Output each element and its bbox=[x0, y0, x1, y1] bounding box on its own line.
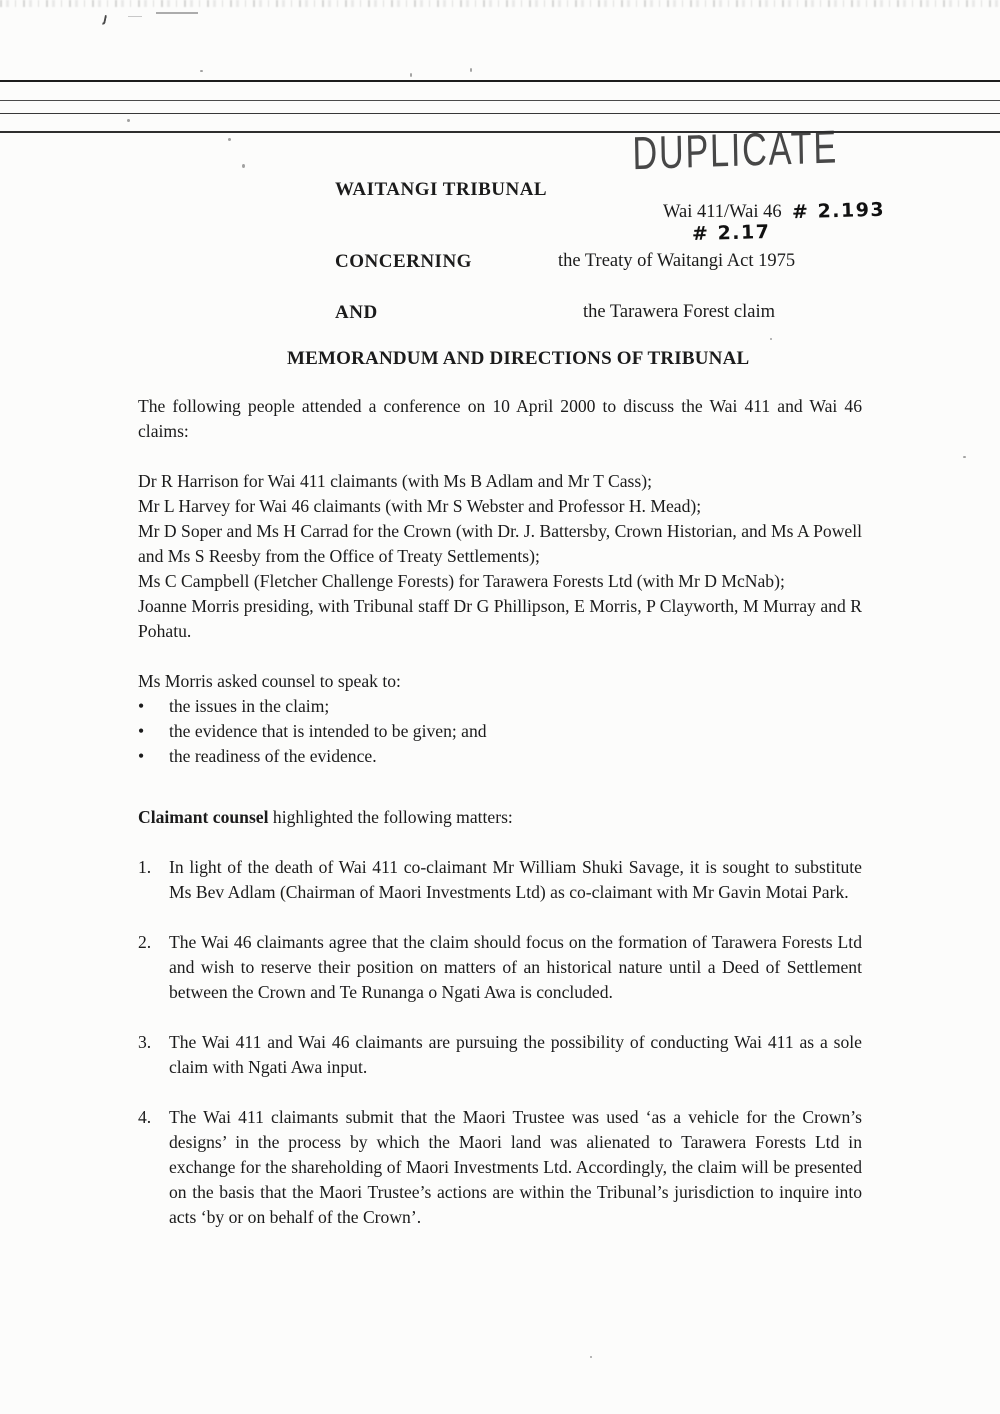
horizontal-rule bbox=[0, 80, 1000, 82]
scan-speck bbox=[127, 119, 130, 122]
document-body bbox=[138, 394, 862, 1230]
handwritten-record-number-2-row bbox=[692, 222, 770, 245]
attendee-line: Ms C Campbell (Fletcher Challenge Forests) for Tarawera Forests Ltd (with Mr D McNab); bbox=[138, 571, 785, 591]
item-number: 2. bbox=[138, 932, 152, 952]
handwritten-record-number: # 2.193 bbox=[791, 198, 886, 224]
item-text: The Wai 411 claimants submit that the Maori Trustee was used ‘as a vehicle for the Crown’s designs’ in the process by which the Maori land was alienated to Tarawera Forests Ltd in exchange for the shareholding of Maori Investments Ltd. Accordingly, the claim will be presented on the basis that the Maori Trustee’s actions are within the Tribunal’s jurisdiction to inquire into acts ‘by or on behalf of the Crown’. bbox=[169, 1107, 862, 1227]
scan-dash bbox=[128, 16, 142, 17]
bullet-icon: • bbox=[138, 696, 145, 716]
bullet-item bbox=[138, 744, 862, 769]
scan-speck bbox=[470, 68, 472, 72]
bullet-icon: • bbox=[138, 746, 145, 766]
bullet-item bbox=[138, 719, 862, 744]
document-title: MEMORANDUM AND DIRECTIONS OF TRIBUNAL bbox=[287, 348, 750, 369]
bullet-text: the issues in the claim; bbox=[169, 696, 330, 716]
numbered-item-2 bbox=[138, 930, 862, 1005]
bullet-item bbox=[138, 694, 862, 719]
item-text: The Wai 46 claimants agree that the claim should focus on the formation of Tarawera Forests Ltd and wish to reserve their position on matters of an historical nature until a Deed of Settlement between the Crown and Te Runanga o Ngati Awa is concluded. bbox=[169, 932, 862, 1002]
item-text: The Wai 411 and Wai 46 claimants are pursuing the possibility of conducting Wai 411 as a sole claim with Ngati Awa input. bbox=[169, 1032, 862, 1077]
case-number-typed: Wai 411/Wai 46 bbox=[663, 202, 782, 222]
scan-speck bbox=[770, 338, 772, 340]
claimant-counsel-bold: Claimant counsel bbox=[138, 807, 269, 827]
attendee-line: Dr R Harrison for Wai 411 claimants (with Ms B Adlam and Mr T Cass); bbox=[138, 471, 652, 491]
duplicate-stamp: DUPLICATE bbox=[632, 122, 839, 181]
numbered-item-4 bbox=[138, 1105, 862, 1230]
counsel-prompt: Ms Morris asked counsel to speak to: bbox=[138, 671, 401, 691]
scan-speck bbox=[410, 73, 412, 77]
scan-speck bbox=[200, 70, 203, 72]
bullet-text: the readiness of the evidence. bbox=[169, 746, 377, 766]
item-number: 3. bbox=[138, 1032, 152, 1052]
case-number-line bbox=[663, 200, 885, 223]
ink-mark bbox=[102, 15, 107, 25]
numbered-item-3 bbox=[138, 1030, 862, 1080]
item-text: In light of the death of Wai 411 co-claimant Mr William Shuki Savage, it is sought to substitute Ms Bev Adlam (Chairman of Maori Investments Ltd) as co-claimant with Mr Gavin Motai Park. bbox=[169, 857, 862, 902]
horizontal-rule bbox=[0, 113, 1000, 114]
item-number: 4. bbox=[138, 1107, 152, 1127]
scan-speck bbox=[242, 164, 245, 168]
tribunal-heading: WAITANGI TRIBUNAL bbox=[335, 179, 548, 200]
concerning-label: CONCERNING bbox=[335, 251, 472, 272]
intro-paragraph: The following people attended a conference on 10 April 2000 to discuss the Wai 411 and Wai 46 claims: bbox=[138, 396, 862, 441]
concerning-value: the Treaty of Waitangi Act 1975 bbox=[558, 251, 796, 271]
horizontal-rule bbox=[0, 100, 1000, 101]
horizontal-rule bbox=[0, 131, 1000, 133]
claimant-counsel-rest: highlighted the following matters: bbox=[268, 807, 513, 827]
numbered-item-1 bbox=[138, 855, 862, 905]
scan-speck bbox=[590, 1356, 592, 1358]
scan-noise-band bbox=[0, 0, 1000, 7]
bullet-icon: • bbox=[138, 721, 145, 741]
attendee-line: Joanne Morris presiding, with Tribunal staff Dr G Phillipson, E Morris, P Clayworth, M Murray and R Pohatu. bbox=[138, 596, 862, 641]
handwritten-record-number-2: # 2.17 bbox=[691, 220, 771, 246]
claimant-counsel-paragraph bbox=[138, 805, 862, 830]
item-number: 1. bbox=[138, 857, 152, 877]
attendee-line: Mr D Soper and Ms H Carrad for the Crown (with Dr. J. Battersby, Crown Historian, and Ms A Powell and Ms S Reesby from the Office of Treaty Settlements); bbox=[138, 521, 862, 566]
scan-dash bbox=[156, 12, 198, 14]
and-label: AND bbox=[335, 302, 378, 323]
and-value: the Tarawera Forest claim bbox=[583, 302, 776, 322]
bullet-text: the evidence that is intended to be given; and bbox=[169, 721, 487, 741]
attendee-line: Mr L Harvey for Wai 46 claimants (with Mr S Webster and Professor H. Mead); bbox=[138, 496, 702, 516]
attendee-list bbox=[138, 469, 862, 644]
scan-speck bbox=[963, 456, 966, 458]
scan-speck bbox=[228, 138, 231, 141]
